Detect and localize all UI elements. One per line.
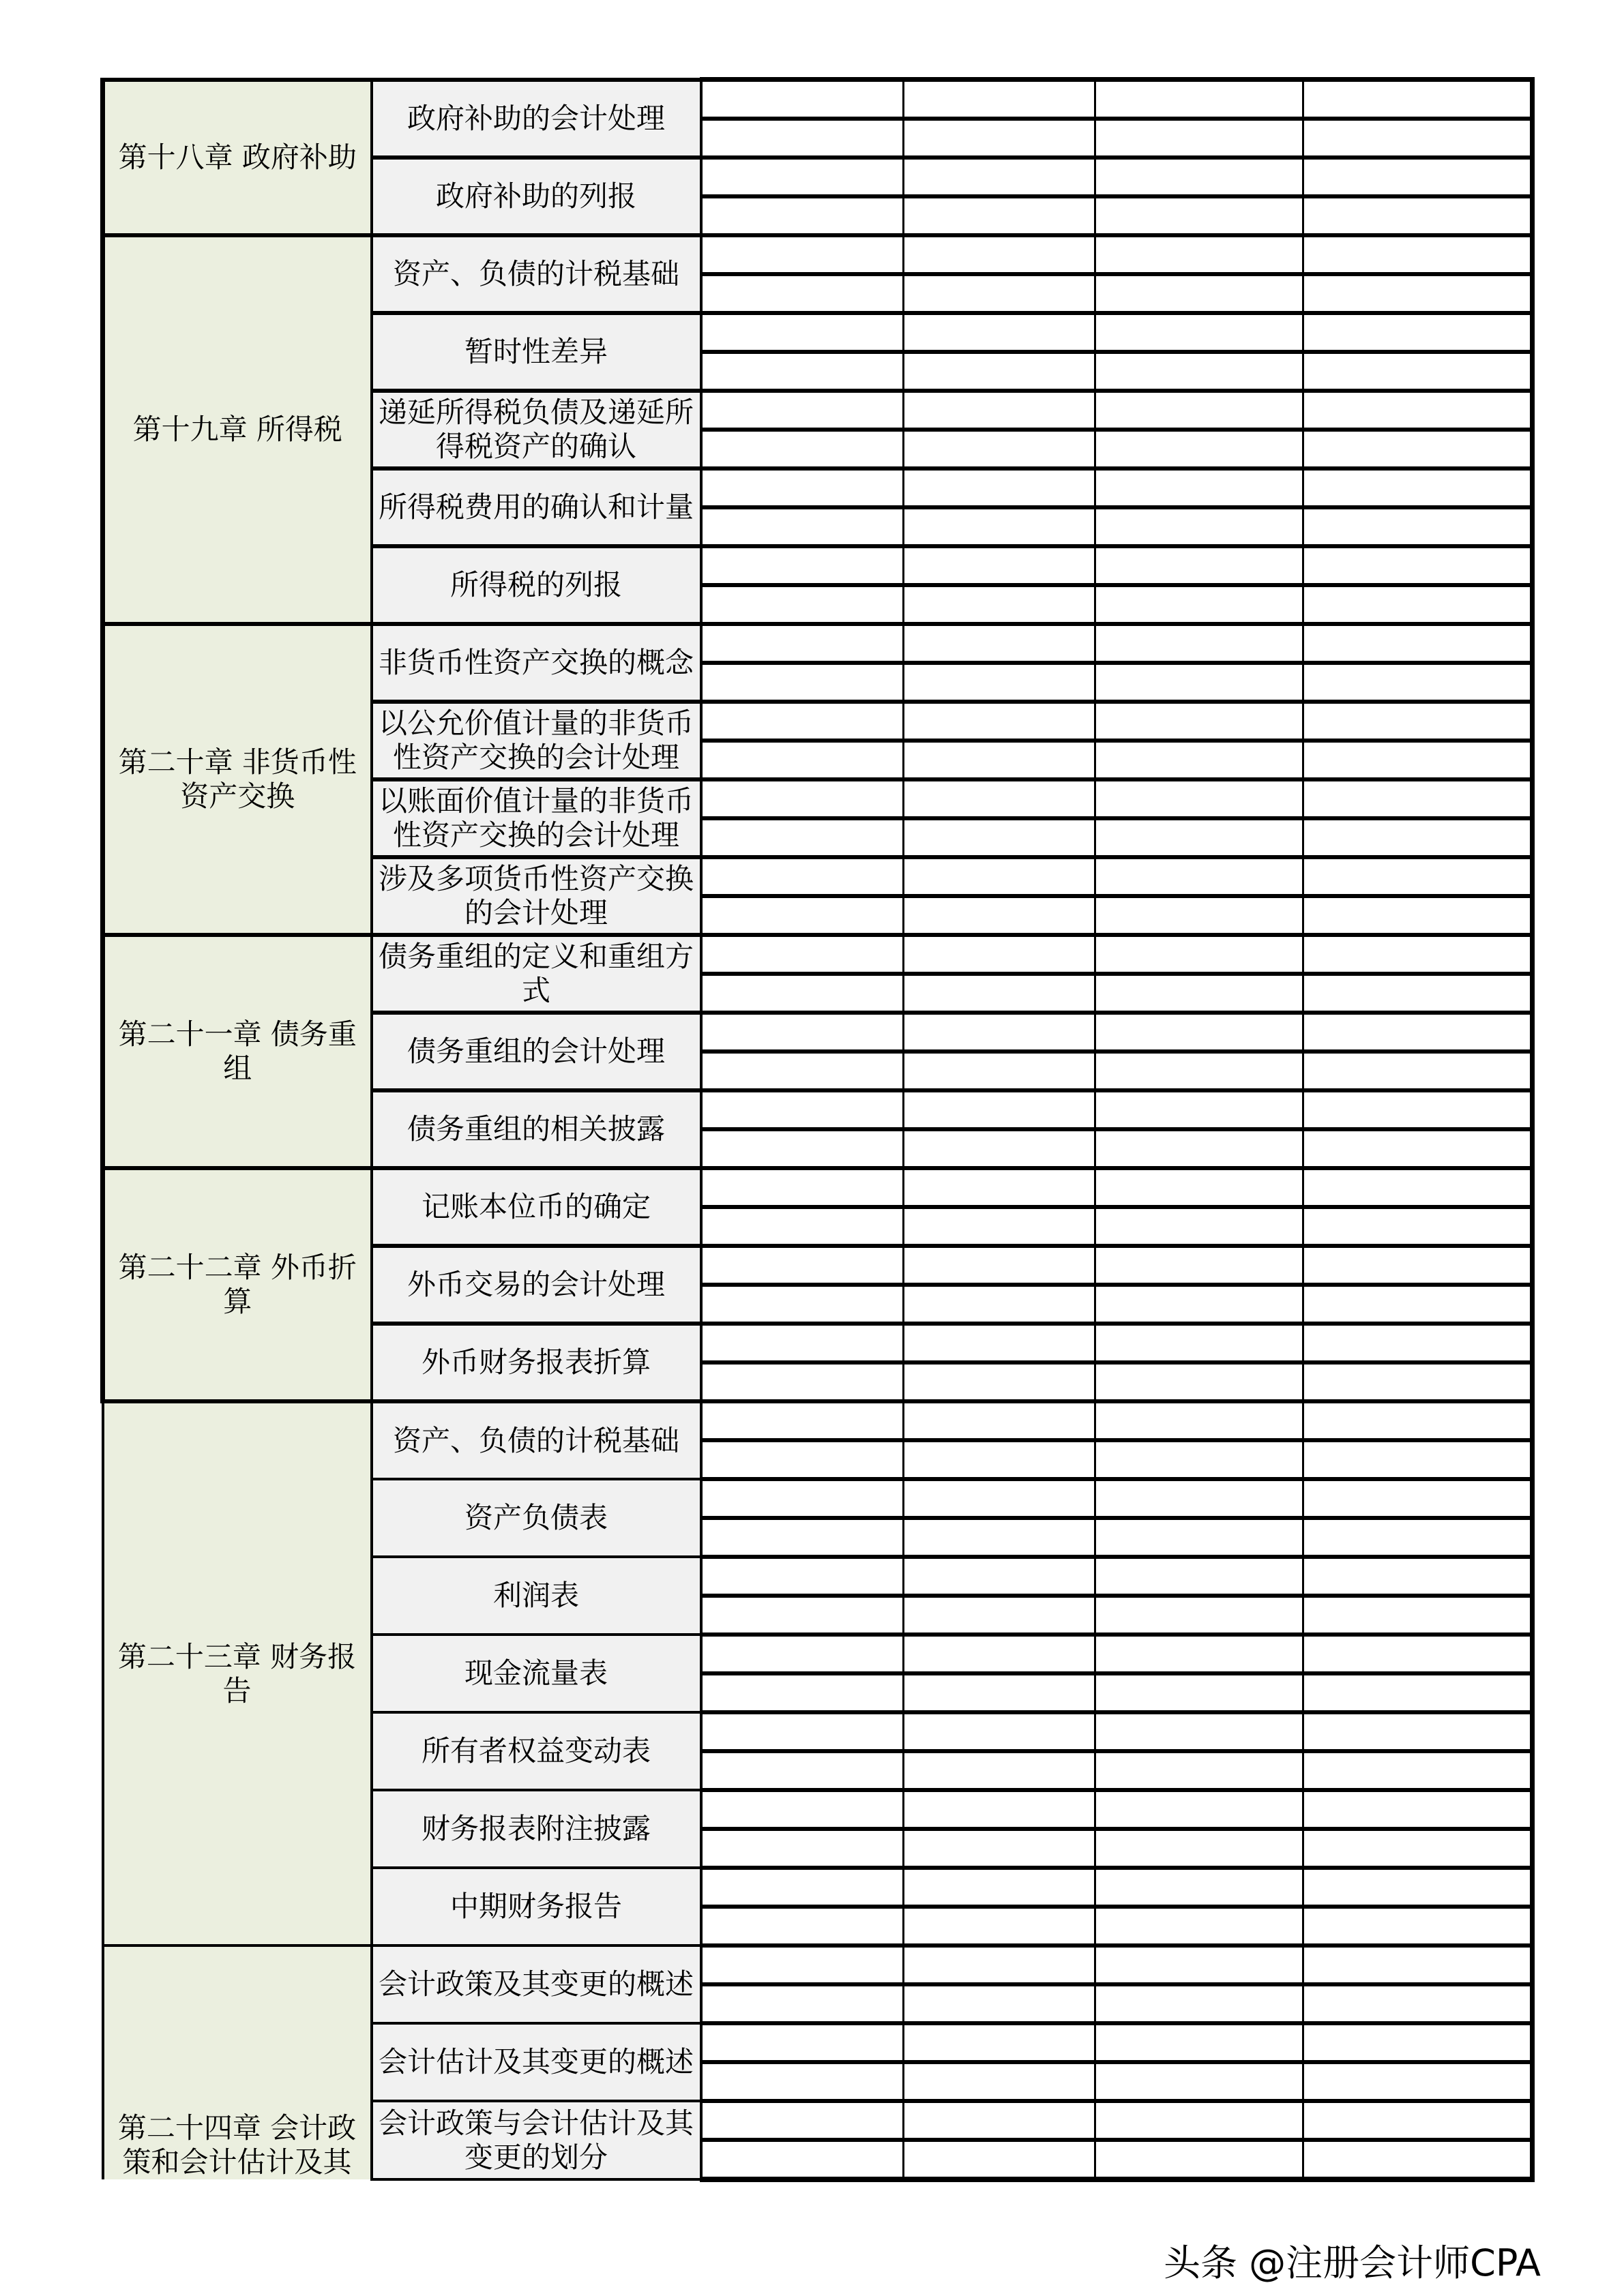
blank-entry-cell[interactable]: [1303, 119, 1533, 158]
blank-entry-cell[interactable]: [904, 974, 1095, 1013]
blank-entry-cell[interactable]: [904, 1168, 1095, 1207]
blank-entry-cell[interactable]: [1095, 1673, 1303, 1712]
blank-entry-cell[interactable]: [1095, 1090, 1303, 1129]
blank-entry-cell[interactable]: [1095, 1945, 1303, 1984]
blank-entry-cell[interactable]: [1303, 896, 1533, 935]
blank-entry-cell[interactable]: [1095, 779, 1303, 818]
blank-entry-cell[interactable]: [904, 1013, 1095, 1052]
topic-label: 资产、负债的计税基础: [392, 1423, 679, 1457]
blank-entry-cell[interactable]: [904, 1596, 1095, 1635]
blank-entry-cell[interactable]: [701, 1285, 904, 1324]
blank-entry-cell[interactable]: [701, 196, 904, 235]
blank-entry-cell[interactable]: [904, 741, 1095, 779]
blank-entry-cell[interactable]: [904, 1557, 1095, 1596]
topic-label: 以账面价值计量的非货币性资产交换的会计处理: [378, 784, 694, 852]
blank-entry-cell[interactable]: [1095, 352, 1303, 391]
topic-cell: [372, 624, 701, 702]
table-row: [103, 1401, 1533, 1440]
blank-entry-cell[interactable]: [1303, 352, 1533, 391]
chapter-cell: [103, 235, 372, 624]
topic-cell: [372, 1479, 701, 1557]
topic-label: 所得税费用的确认和计量: [378, 490, 694, 524]
chapter-title: 第二十四章 会计政策和会计估计及其: [117, 2111, 357, 2179]
topic-cell: [372, 857, 701, 935]
blank-entry-cell[interactable]: [701, 430, 904, 468]
blank-entry-cell[interactable]: [1095, 80, 1303, 119]
blank-entry-cell[interactable]: [701, 1440, 904, 1479]
topic-cell: [372, 468, 701, 546]
blank-entry-cell[interactable]: [1095, 274, 1303, 313]
blank-entry-cell[interactable]: [1303, 857, 1533, 896]
blank-entry-cell[interactable]: [904, 1829, 1095, 1868]
topic-label: 以公允价值计量的非货币性资产交换的会计处理: [378, 706, 694, 774]
topic-label: 利润表: [492, 1579, 579, 1612]
blank-entry-cell[interactable]: [904, 779, 1095, 818]
blank-entry-cell[interactable]: [1303, 741, 1533, 779]
topic-label: 所得税的列报: [449, 568, 622, 601]
blank-entry-cell[interactable]: [904, 507, 1095, 546]
blank-entry-cell[interactable]: [1095, 430, 1303, 468]
blank-entry-cell[interactable]: [1303, 779, 1533, 818]
blank-entry-cell[interactable]: [701, 119, 904, 158]
topic-label: 政府补助的会计处理: [407, 101, 665, 135]
topic-cell: [372, 702, 701, 779]
topic-cell: [372, 1246, 701, 1324]
topic-label: 所有者权益变动表: [421, 1734, 651, 1768]
blank-entry-cell[interactable]: [701, 391, 904, 430]
blank-entry-cell[interactable]: [1095, 468, 1303, 507]
blank-entry-cell[interactable]: [904, 818, 1095, 857]
blank-entry-cell[interactable]: [701, 158, 904, 196]
blank-entry-cell[interactable]: [1095, 1868, 1303, 1907]
table-row: [103, 935, 1533, 974]
topic-label: 债务重组的会计处理: [407, 1034, 665, 1068]
chapter-cell: [103, 935, 372, 1168]
blank-entry-cell[interactable]: [904, 1635, 1095, 1673]
blank-entry-cell[interactable]: [1303, 1168, 1533, 1207]
blank-entry-cell[interactable]: [904, 1090, 1095, 1129]
blank-entry-cell[interactable]: [904, 857, 1095, 896]
blank-entry-cell[interactable]: [701, 1712, 904, 1751]
blank-entry-cell[interactable]: [1303, 1712, 1533, 1751]
blank-entry-cell[interactable]: [904, 1479, 1095, 1518]
blank-entry-cell[interactable]: [701, 1984, 904, 2023]
blank-entry-cell[interactable]: [701, 468, 904, 507]
blank-entry-cell[interactable]: [701, 741, 904, 779]
topic-label: 债务重组的定义和重组方式: [378, 940, 694, 1007]
blank-entry-cell[interactable]: [1303, 2101, 1533, 2140]
blank-entry-cell[interactable]: [1303, 935, 1533, 974]
blank-entry-cell[interactable]: [904, 585, 1095, 624]
blank-entry-cell[interactable]: [904, 2062, 1095, 2101]
topic-label: 资产负债表: [464, 1501, 608, 1534]
chapter-title: 第十九章 所得税: [132, 413, 342, 446]
topic-label: 现金流量表: [464, 1656, 608, 1690]
blank-entry-cell[interactable]: [904, 391, 1095, 430]
blank-entry-cell[interactable]: [904, 663, 1095, 702]
blank-entry-cell[interactable]: [1095, 1751, 1303, 1790]
blank-entry-cell[interactable]: [904, 1984, 1095, 2023]
blank-entry-cell[interactable]: [701, 702, 904, 741]
blank-entry-cell[interactable]: [1095, 235, 1303, 274]
blank-entry-cell[interactable]: [701, 1790, 904, 1829]
table-body: [103, 80, 1533, 2180]
chapter-cell: [103, 1401, 372, 1945]
blank-entry-cell[interactable]: [904, 80, 1095, 119]
blank-entry-cell[interactable]: [1095, 313, 1303, 352]
blank-entry-cell[interactable]: [1303, 468, 1533, 507]
topic-label: 递延所得税负债及递延所得税资产的确认: [378, 396, 694, 463]
blank-entry-cell[interactable]: [1303, 158, 1533, 196]
blank-entry-cell[interactable]: [1095, 663, 1303, 702]
topic-cell: [372, 158, 701, 235]
topic-cell: [372, 546, 701, 624]
blank-entry-cell[interactable]: [1095, 741, 1303, 779]
blank-entry-cell[interactable]: [904, 1868, 1095, 1907]
blank-entry-cell[interactable]: [1303, 1751, 1533, 1790]
blank-entry-cell[interactable]: [701, 80, 904, 119]
blank-entry-cell[interactable]: [1303, 1868, 1533, 1907]
blank-entry-cell[interactable]: [1303, 1285, 1533, 1324]
blank-entry-cell[interactable]: [1095, 2062, 1303, 2101]
blank-entry-cell[interactable]: [1095, 624, 1303, 663]
blank-entry-cell[interactable]: [701, 2062, 904, 2101]
topic-label: 会计估计及其变更的概述: [378, 2045, 694, 2078]
blank-entry-cell[interactable]: [1095, 1790, 1303, 1829]
blank-entry-cell[interactable]: [1303, 1052, 1533, 1090]
blank-entry-cell[interactable]: [904, 1324, 1095, 1362]
blank-entry-cell[interactable]: [1303, 1596, 1533, 1635]
topic-cell: [372, 1324, 701, 1401]
blank-entry-cell[interactable]: [701, 818, 904, 857]
topic-label: 债务重组的相关披露: [407, 1112, 665, 1146]
blank-entry-cell[interactable]: [1303, 196, 1533, 235]
blank-entry-cell[interactable]: [904, 313, 1095, 352]
blank-entry-cell[interactable]: [904, 196, 1095, 235]
blank-entry-cell[interactable]: [1303, 1090, 1533, 1129]
blank-entry-cell[interactable]: [701, 1673, 904, 1712]
topic-label: 涉及多项货币性资产交换的会计处理: [378, 862, 694, 929]
blank-entry-cell[interactable]: [1095, 1129, 1303, 1168]
watermark-text: 头条 @注册会计师CPA: [1164, 2241, 1541, 2284]
blank-entry-cell[interactable]: [701, 546, 904, 585]
blank-entry-cell[interactable]: [1303, 1129, 1533, 1168]
blank-entry-cell[interactable]: [904, 935, 1095, 974]
blank-entry-cell[interactable]: [701, 1246, 904, 1285]
blank-entry-cell[interactable]: [904, 430, 1095, 468]
topic-cell: [372, 1635, 701, 1712]
blank-entry-cell[interactable]: [1095, 1285, 1303, 1324]
blank-entry-cell[interactable]: [1095, 1907, 1303, 1945]
topic-cell: [372, 1090, 701, 1168]
topic-label: 非货币性资产交换的概念: [378, 646, 694, 679]
topic-label: 中期财务报告: [449, 1890, 622, 1923]
topic-cell: [372, 313, 701, 391]
table-row: [103, 80, 1533, 119]
blank-entry-cell[interactable]: [1303, 274, 1533, 313]
blank-entry-cell[interactable]: [1303, 2062, 1533, 2101]
blank-entry-cell[interactable]: [701, 585, 904, 624]
blank-entry-cell[interactable]: [701, 663, 904, 702]
topic-cell: [372, 1168, 701, 1246]
blank-entry-cell[interactable]: [701, 1401, 904, 1440]
topic-label: 政府补助的列报: [435, 179, 636, 213]
blank-entry-cell[interactable]: [1303, 1790, 1533, 1829]
blank-entry-cell[interactable]: [701, 2101, 904, 2140]
blank-entry-cell[interactable]: [701, 1635, 904, 1673]
blank-entry-cell[interactable]: [701, 1013, 904, 1052]
topic-cell: [372, 779, 701, 857]
blank-entry-cell[interactable]: [701, 1324, 904, 1362]
blank-entry-cell[interactable]: [701, 1557, 904, 1596]
blank-entry-cell[interactable]: [1303, 702, 1533, 741]
blank-entry-cell[interactable]: [1303, 663, 1533, 702]
blank-entry-cell[interactable]: [1303, 1324, 1533, 1362]
blank-entry-cell[interactable]: [904, 896, 1095, 935]
chapter-title: 第二十一章 债务重组: [118, 1017, 357, 1085]
blank-entry-cell[interactable]: [1303, 1829, 1533, 1868]
blank-entry-cell[interactable]: [701, 1907, 904, 1945]
blank-entry-cell[interactable]: [701, 1751, 904, 1790]
table-row: [103, 1168, 1533, 1207]
topic-label: 资产、负债的计税基础: [392, 257, 679, 290]
blank-entry-cell[interactable]: [1095, 196, 1303, 235]
blank-entry-cell[interactable]: [1095, 1557, 1303, 1596]
blank-entry-cell[interactable]: [1303, 1013, 1533, 1052]
blank-entry-cell[interactable]: [904, 1401, 1095, 1440]
blank-entry-cell[interactable]: [904, 1673, 1095, 1712]
topic-cell: [372, 391, 701, 468]
blank-entry-cell[interactable]: [1095, 119, 1303, 158]
study-plan-sheet: [100, 77, 1530, 2182]
blank-entry-cell[interactable]: [904, 235, 1095, 274]
blank-entry-cell[interactable]: [1095, 1246, 1303, 1285]
blank-entry-cell[interactable]: [701, 1868, 904, 1907]
topic-cell: [372, 2101, 701, 2179]
blank-entry-cell[interactable]: [1303, 624, 1533, 663]
blank-entry-cell[interactable]: [1303, 1440, 1533, 1479]
blank-entry-cell[interactable]: [1095, 1829, 1303, 1868]
table-row: [103, 624, 1533, 663]
blank-entry-cell[interactable]: [1095, 158, 1303, 196]
blank-entry-cell[interactable]: [1095, 896, 1303, 935]
blank-entry-cell[interactable]: [1303, 1246, 1533, 1285]
blank-entry-cell[interactable]: [904, 624, 1095, 663]
chapter-cell: [103, 1945, 372, 2179]
blank-entry-cell[interactable]: [1095, 1052, 1303, 1090]
blank-entry-cell[interactable]: [1095, 1712, 1303, 1751]
blank-entry-cell[interactable]: [1095, 1362, 1303, 1401]
blank-entry-cell[interactable]: [904, 1129, 1095, 1168]
blank-entry-cell[interactable]: [1303, 1907, 1533, 1945]
blank-entry-cell[interactable]: [701, 1829, 904, 1868]
blank-entry-cell[interactable]: [904, 1246, 1095, 1285]
blank-entry-cell[interactable]: [1303, 507, 1533, 546]
blank-entry-cell[interactable]: [1303, 2140, 1533, 2179]
blank-entry-cell[interactable]: [1303, 818, 1533, 857]
chapter-title: 第二十三章 财务报告: [117, 1639, 357, 1708]
blank-entry-cell[interactable]: [1303, 1479, 1533, 1518]
blank-entry-cell[interactable]: [701, 974, 904, 1013]
chapter-title: 第二十二章 外币折算: [118, 1251, 357, 1318]
blank-entry-cell[interactable]: [1303, 1945, 1533, 1984]
blank-entry-cell[interactable]: [701, 1362, 904, 1401]
blank-entry-cell[interactable]: [904, 2023, 1095, 2062]
topic-label: 外币交易的会计处理: [407, 1268, 665, 1301]
topic-cell: [372, 235, 701, 313]
blank-entry-cell[interactable]: [1095, 546, 1303, 585]
topic-cell: [372, 1557, 701, 1635]
chapter-title: 第十八章 政府补助: [118, 140, 357, 174]
blank-entry-cell[interactable]: [701, 1207, 904, 1246]
blank-entry-cell[interactable]: [1095, 2140, 1303, 2179]
blank-entry-cell[interactable]: [701, 779, 904, 818]
blank-entry-cell[interactable]: [1303, 1401, 1533, 1440]
blank-entry-cell[interactable]: [904, 546, 1095, 585]
blank-entry-cell[interactable]: [1095, 1984, 1303, 2023]
chapter-title: 第二十章 非货币性资产交换: [118, 745, 357, 813]
blank-entry-cell[interactable]: [701, 274, 904, 313]
blank-entry-cell[interactable]: [1303, 391, 1533, 430]
blank-entry-cell[interactable]: [904, 1440, 1095, 1479]
blank-entry-cell[interactable]: [701, 507, 904, 546]
topic-label: 会计政策与会计估计及其变更的划分: [378, 2106, 694, 2174]
blank-entry-cell[interactable]: [1095, 391, 1303, 430]
topic-label: 外币财务报表折算: [421, 1345, 651, 1379]
blank-entry-cell[interactable]: [904, 2140, 1095, 2179]
blank-entry-cell[interactable]: [904, 1207, 1095, 1246]
blank-entry-cell[interactable]: [1303, 1207, 1533, 1246]
blank-entry-cell[interactable]: [701, 857, 904, 896]
chapter-cell: [103, 624, 372, 935]
blank-entry-cell[interactable]: [701, 624, 904, 663]
blank-entry-cell[interactable]: [904, 468, 1095, 507]
blank-entry-cell[interactable]: [904, 119, 1095, 158]
blank-entry-cell[interactable]: [701, 935, 904, 974]
topic-cell: [372, 80, 701, 158]
chapter-cell: [103, 80, 372, 236]
blank-entry-cell[interactable]: [701, 1596, 904, 1635]
blank-entry-cell[interactable]: [1095, 2101, 1303, 2140]
blank-entry-cell[interactable]: [1303, 313, 1533, 352]
blank-entry-cell[interactable]: [1095, 1479, 1303, 1518]
blank-entry-cell[interactable]: [904, 1945, 1095, 1984]
blank-entry-cell[interactable]: [904, 1790, 1095, 1829]
blank-entry-cell[interactable]: [1095, 1440, 1303, 1479]
topic-cell: [372, 2023, 701, 2101]
blank-entry-cell[interactable]: [904, 1362, 1095, 1401]
blank-entry-cell[interactable]: [701, 896, 904, 935]
blank-entry-cell[interactable]: [904, 274, 1095, 313]
blank-entry-cell[interactable]: [1095, 1013, 1303, 1052]
blank-entry-cell[interactable]: [1303, 1673, 1533, 1712]
blank-entry-cell[interactable]: [904, 1907, 1095, 1945]
blank-entry-cell[interactable]: [904, 1052, 1095, 1090]
blank-entry-cell[interactable]: [904, 1712, 1095, 1751]
blank-entry-cell[interactable]: [1303, 546, 1533, 585]
topic-cell: [372, 1945, 701, 2023]
blank-entry-cell[interactable]: [1095, 935, 1303, 974]
blank-entry-cell[interactable]: [701, 1168, 904, 1207]
blank-entry-cell[interactable]: [1303, 430, 1533, 468]
blank-entry-cell[interactable]: [701, 2140, 904, 2179]
topic-label: 会计政策及其变更的概述: [378, 1967, 694, 2001]
topic-label: 暂时性差异: [464, 335, 608, 368]
blank-entry-cell[interactable]: [1095, 1518, 1303, 1557]
blank-entry-cell[interactable]: [1303, 585, 1533, 624]
blank-entry-cell[interactable]: [701, 1090, 904, 1129]
blank-entry-cell[interactable]: [701, 1518, 904, 1557]
table-row: [103, 1945, 1533, 1984]
blank-entry-cell[interactable]: [701, 352, 904, 391]
blank-entry-cell[interactable]: [1303, 1984, 1533, 2023]
blank-entry-cell[interactable]: [904, 158, 1095, 196]
blank-entry-cell[interactable]: [904, 702, 1095, 741]
blank-entry-cell[interactable]: [1095, 2023, 1303, 2062]
blank-entry-cell[interactable]: [1095, 974, 1303, 1013]
blank-entry-cell[interactable]: [1095, 1401, 1303, 1440]
topic-label: 记账本位币的确定: [421, 1190, 651, 1223]
blank-entry-cell[interactable]: [1303, 235, 1533, 274]
blank-entry-cell[interactable]: [1095, 1324, 1303, 1362]
chapter-topic-table: [100, 77, 1535, 2182]
blank-entry-cell[interactable]: [701, 1945, 904, 1984]
blank-entry-cell[interactable]: [701, 1129, 904, 1168]
topic-cell: [372, 1712, 701, 1790]
blank-entry-cell[interactable]: [1095, 702, 1303, 741]
blank-entry-cell[interactable]: [701, 1479, 904, 1518]
topic-cell: [372, 1868, 701, 1945]
topic-cell: [372, 1790, 701, 1868]
topic-cell: [372, 935, 701, 1013]
topic-cell: [372, 1401, 701, 1479]
topic-label: 财务报表附注披露: [421, 1812, 651, 1845]
blank-entry-cell[interactable]: [701, 313, 904, 352]
blank-entry-cell[interactable]: [701, 2023, 904, 2062]
blank-entry-cell[interactable]: [1095, 1635, 1303, 1673]
blank-entry-cell[interactable]: [1095, 585, 1303, 624]
blank-entry-cell[interactable]: [701, 1052, 904, 1090]
blank-entry-cell[interactable]: [1095, 507, 1303, 546]
topic-cell: [372, 1013, 701, 1090]
blank-entry-cell[interactable]: [1303, 80, 1533, 119]
table-row: [103, 235, 1533, 274]
blank-entry-cell[interactable]: [701, 235, 904, 274]
blank-entry-cell[interactable]: [904, 1285, 1095, 1324]
blank-entry-cell[interactable]: [1303, 1557, 1533, 1596]
blank-entry-cell[interactable]: [1095, 1207, 1303, 1246]
blank-entry-cell[interactable]: [1095, 857, 1303, 896]
chapter-cell: [103, 1168, 372, 1401]
blank-entry-cell[interactable]: [1303, 2023, 1533, 2062]
blank-entry-cell[interactable]: [904, 352, 1095, 391]
blank-entry-cell[interactable]: [1303, 974, 1533, 1013]
blank-entry-cell[interactable]: [904, 1518, 1095, 1557]
blank-entry-cell[interactable]: [1303, 1362, 1533, 1401]
blank-entry-cell[interactable]: [904, 2101, 1095, 2140]
blank-entry-cell[interactable]: [1095, 1168, 1303, 1207]
blank-entry-cell[interactable]: [1303, 1635, 1533, 1673]
blank-entry-cell[interactable]: [1303, 1518, 1533, 1557]
blank-entry-cell[interactable]: [904, 1751, 1095, 1790]
blank-entry-cell[interactable]: [1095, 1596, 1303, 1635]
blank-entry-cell[interactable]: [1095, 818, 1303, 857]
